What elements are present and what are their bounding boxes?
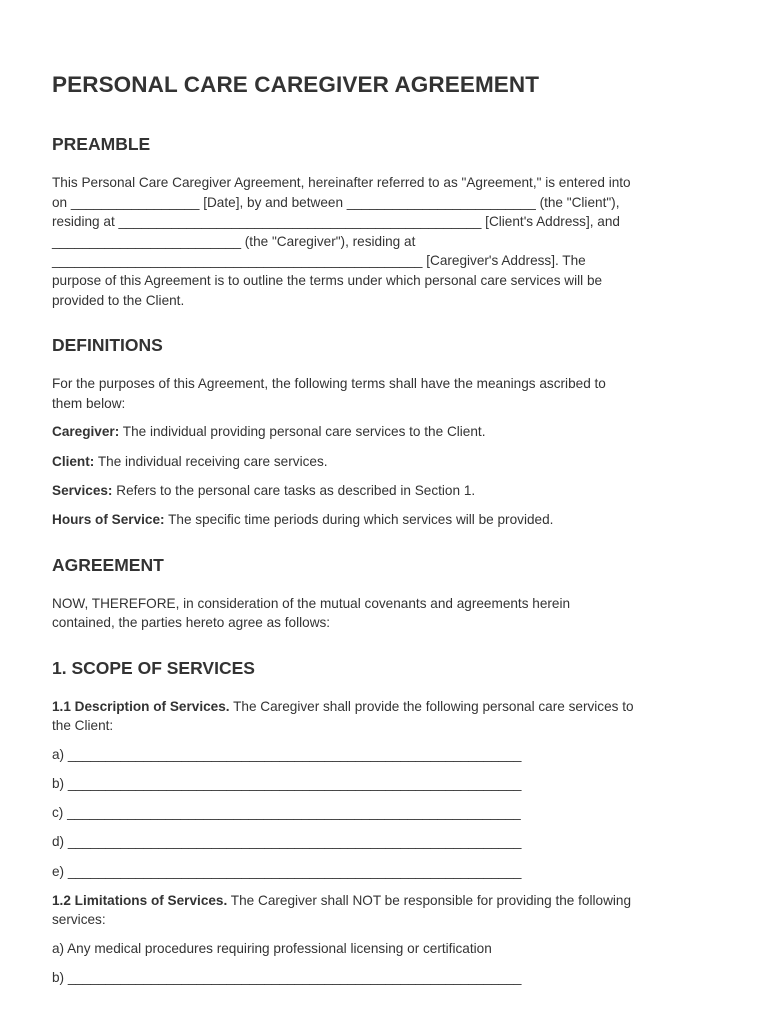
preamble-line: provided to the Client.	[52, 292, 185, 308]
preamble-line: purpose of this Agreement is to outline the terms under which personal care services will be	[52, 272, 603, 288]
definition-text: The individual receiving care services.	[94, 453, 328, 469]
agreement-heading: AGREEMENT	[52, 554, 164, 575]
definitions-intro-line: For the purposes of this Agreement, the following terms shall have the meanings ascribed to	[52, 376, 606, 392]
definition-text: Refers to the personal care tasks as described in Section 1.	[112, 482, 476, 498]
subsection-text: The Caregiver shall NOT be responsible for providing the following	[227, 892, 632, 908]
definition-caregiver	[52, 422, 718, 442]
blank-service-line: a) ____________________________________________________________	[52, 746, 522, 762]
blank-service-line: e) ____________________________________________________________	[52, 863, 522, 879]
blank-service-line: b) ____________________________________________________________	[52, 776, 522, 792]
subsection-text-line: services:	[52, 912, 106, 928]
definitions-heading: DEFINITIONS	[52, 335, 163, 356]
agreement-section	[52, 555, 718, 633]
definition-text: The individual providing personal care services to the Client.	[119, 424, 486, 440]
subsection-1-1	[52, 697, 718, 717]
limitation-item: a) Any medical procedures requiring professional licensing or certification	[52, 941, 492, 956]
subsection-label: 1.1 Description of Services.	[52, 698, 230, 714]
scope-heading: 1. SCOPE OF SERVICES	[52, 657, 255, 678]
definition-term: Hours of Service:	[52, 511, 165, 527]
preamble-line: _________________________ (the "Caregiver"), residing at	[52, 233, 416, 249]
agreement-line: contained, the parties hereto agree as follows:	[52, 615, 331, 631]
definition-text: The specific time periods during which services will be provided.	[164, 511, 554, 527]
definition-hours-of-service	[52, 510, 718, 530]
preamble-line: This Personal Care Caregiver Agreement, hereinafter referred to as "Agreement," is entered into	[52, 175, 631, 190]
definitions-section	[52, 335, 718, 529]
definition-term: Client:	[52, 453, 95, 469]
definitions-intro-line: them below:	[52, 395, 126, 411]
blank-service-line: d) ____________________________________________________________	[52, 834, 522, 850]
blank-service-line: c) ____________________________________________________________	[52, 805, 521, 821]
scope-section	[52, 658, 718, 988]
subsection-text-line: the Client:	[52, 718, 114, 734]
preamble-line: residing at ________________________________________________ [Client's Address], and	[52, 214, 620, 230]
preamble-heading: PREAMBLE	[52, 134, 151, 154]
agreement-line: NOW, THEREFORE, in consideration of the mutual covenants and agreements herein	[52, 595, 571, 611]
preamble-line: _________________________________________________ [Caregiver's Address]. The	[52, 253, 586, 269]
preamble-section	[52, 134, 718, 310]
preamble-line: on _________________ [Date], by and between _________________________ (the "Client"),	[52, 194, 620, 210]
subsection-label: 1.2 Limitations of Services.	[52, 892, 228, 908]
definition-term: Services:	[52, 482, 113, 498]
subsection-1-2	[52, 891, 718, 911]
document-title: PERSONAL CARE CAREGIVER AGREEMENT	[52, 72, 540, 97]
subsection-text: The Caregiver shall provide the following personal care services to	[229, 698, 634, 714]
definition-client	[52, 452, 718, 472]
definition-term: Caregiver:	[52, 424, 120, 440]
definition-services	[52, 481, 718, 501]
limitation-item: b) ____________________________________________________________	[52, 970, 522, 986]
